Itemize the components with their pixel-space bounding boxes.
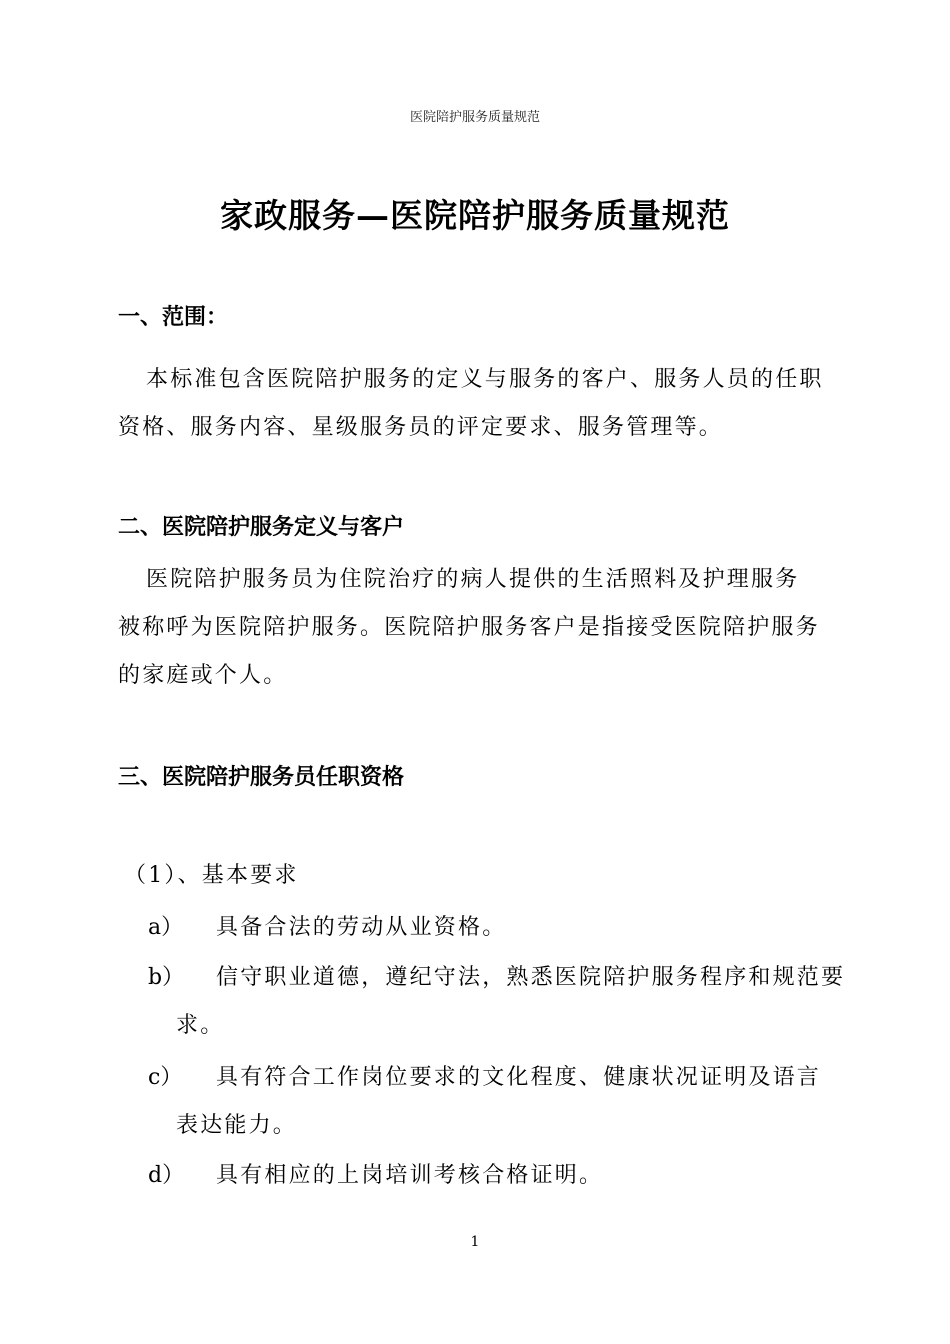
list-item-label: c） — [148, 1065, 183, 1090]
paragraph-line: 医院陪护服务员为住院治疗的病人提供的生活照料及护理服务 — [146, 567, 800, 592]
list-item-text: 具有相应的上岗培训考核合格证明。 — [216, 1163, 604, 1188]
section-heading-scope: 一、范围： — [118, 304, 229, 330]
paragraph-line: 本标准包含医院陪护服务的定义与服务的客户、服务人员的任职 — [146, 367, 824, 392]
paragraph-line: 的家庭或个人。 — [118, 663, 288, 688]
list-item-text: 信守职业道德，遵纪守法，熟悉医院陪护服务程序和规范要 — [216, 965, 846, 990]
list-item-label: b） — [148, 965, 185, 990]
list-item-text: 具备合法的劳动从业资格。 — [216, 915, 507, 940]
list-item-label: d） — [148, 1163, 185, 1188]
paragraph-line: 资格、服务内容、星级服务员的评定要求、服务管理等。 — [118, 415, 724, 440]
document-title: 家政服务—医院陪护服务质量规范 — [220, 196, 730, 235]
section-heading-definition: 二、医院陪护服务定义与客户 — [118, 514, 405, 540]
paragraph-line: 被称呼为医院陪护服务。医院陪护服务客户是指接受医院陪护服务 — [118, 615, 820, 640]
list-item-text: 具有符合工作岗位要求的文化程度、健康状况证明及语言 — [216, 1065, 822, 1090]
list-item-text: 表达能力。 — [176, 1113, 298, 1138]
list-item-text: 求。 — [176, 1013, 225, 1038]
running-header: 医院陪护服务质量规范 — [409, 110, 540, 125]
section-heading-qualifications: 三、医院陪护服务员任职资格 — [118, 764, 405, 790]
subheading-basic-requirements: （1）、基本要求 — [124, 863, 299, 888]
page-number: 1 — [470, 1234, 480, 1250]
list-item-label: a） — [148, 915, 184, 940]
